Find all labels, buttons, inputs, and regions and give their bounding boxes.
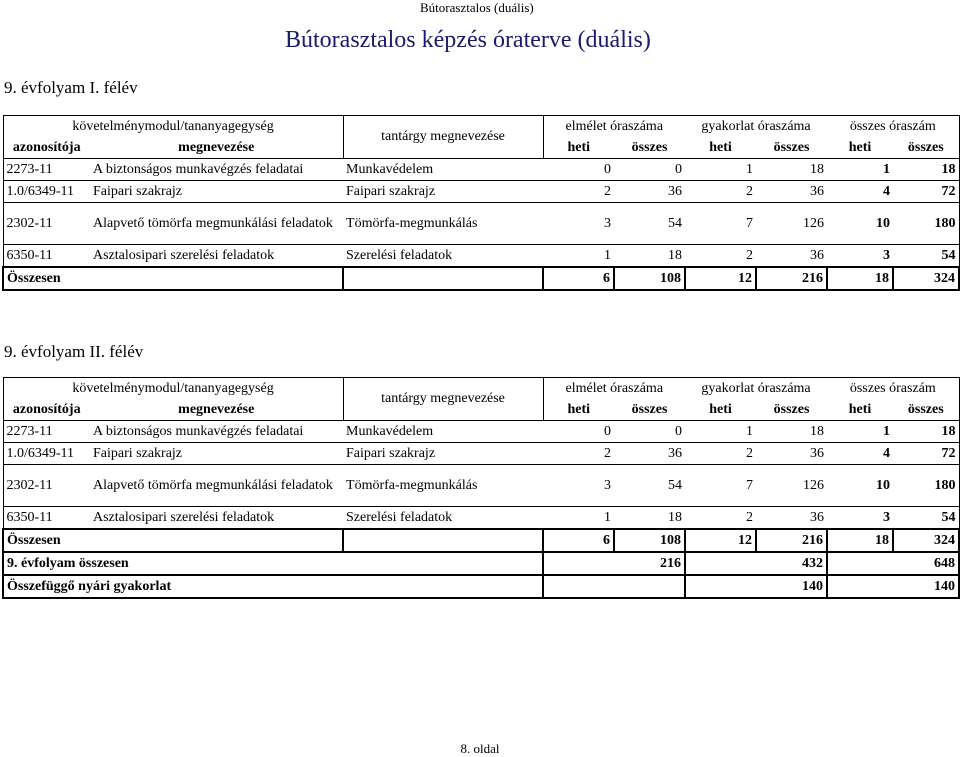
row-module: Alapvető tömörfa megmunkálási feladatok [93, 477, 333, 493]
header-name: megnevezése [178, 139, 255, 155]
row-practice-weekly: 7 [746, 477, 754, 493]
header-theory-total: összes [631, 139, 668, 155]
row-theory-total: 54 [668, 477, 683, 493]
header-practice: gyakorlat óraszáma [685, 116, 827, 138]
row-subject: Szerelési feladatok [346, 247, 453, 263]
row-theory-total: 18 [668, 247, 683, 263]
row-module: A biztonságos munkavégzés feladatai [93, 161, 304, 177]
row-practice-weekly: 7 [746, 215, 754, 231]
total-all-weekly: 18 [827, 529, 893, 552]
row-theory-total: 0 [675, 161, 683, 177]
row-subject: Szerelési feladatok [346, 509, 453, 525]
row-subject: Faipari szakrajz [346, 183, 436, 199]
row-practice-total: 18 [810, 161, 825, 177]
summer-practice-row [3, 575, 959, 598]
page-number: 8. oldal [460, 741, 500, 756]
row-theory-weekly: 1 [604, 509, 612, 525]
row-all-total: 72 [893, 443, 959, 465]
year-total-theory: 216 [543, 552, 685, 575]
total-row [3, 267, 959, 290]
row-module: Faipari szakrajz [93, 183, 183, 199]
total-label: Összesen [3, 529, 343, 552]
header-module: követelménymodul/tananyagegység [3, 378, 343, 400]
total-practice-total: 216 [756, 267, 827, 290]
table-row [3, 421, 959, 443]
header-total-hours: összes óraszám [827, 378, 959, 400]
header-total-hours: összes óraszám [827, 116, 959, 138]
row-theory-total: 18 [668, 509, 683, 525]
row-module: Alapvető tömörfa megmunkálási feladatok [93, 215, 333, 231]
row-theory-weekly: 0 [604, 423, 612, 439]
header-practice-total: összes [773, 139, 810, 155]
row-module: Asztalosipari szerelési feladatok [93, 509, 275, 525]
table-row [3, 507, 959, 530]
row-all-total: 180 [893, 465, 959, 507]
year-total-all: 648 [827, 552, 959, 575]
table-row [3, 245, 959, 268]
row-practice-weekly: 2 [746, 183, 754, 199]
header-all-total: összes [893, 399, 959, 421]
row-all-weekly: 4 [883, 183, 891, 199]
table-row [3, 465, 959, 507]
year-total-label: 9. évfolyam összesen [3, 552, 543, 575]
year-total-row [3, 552, 959, 575]
row-subject: Faipari szakrajz [346, 445, 436, 461]
year-total-practice: 432 [685, 552, 827, 575]
page-title: Bútorasztalos képzés óraterve (duális) [285, 27, 651, 53]
header-theory-weekly: heti [567, 401, 591, 417]
header-subject: tantárgy megnevezése [343, 378, 543, 421]
row-subject: Munkavédelem [346, 423, 434, 439]
row-id: 6350-11 [3, 507, 90, 530]
total-practice-weekly: 12 [685, 267, 756, 290]
row-all-weekly: 1 [883, 423, 891, 439]
total-practice-total: 216 [756, 529, 827, 552]
total-theory-total: 108 [614, 529, 685, 552]
header-theory-weekly: heti [567, 139, 591, 155]
row-practice-total: 36 [810, 247, 825, 263]
total-row [3, 529, 959, 552]
row-theory-weekly: 2 [604, 445, 612, 461]
row-theory-weekly: 1 [604, 247, 612, 263]
row-practice-weekly: 2 [746, 509, 754, 525]
total-theory-weekly: 6 [543, 529, 614, 552]
header-subject: tantárgy megnevezése [343, 116, 543, 159]
summer-practice-label: Összefüggő nyári gyakorlat [3, 575, 543, 598]
total-all-total: 324 [893, 529, 959, 552]
semester-1-table [2, 115, 960, 291]
row-theory-weekly: 0 [604, 161, 612, 177]
row-all-weekly: 10 [876, 477, 891, 493]
row-all-total: 72 [893, 181, 959, 203]
row-all-total: 18 [893, 421, 959, 443]
header-all-weekly: heti [848, 139, 872, 155]
row-practice-total: 36 [810, 183, 825, 199]
row-practice-weekly: 2 [746, 445, 754, 461]
row-subject: Munkavédelem [346, 161, 434, 177]
row-module: Asztalosipari szerelési feladatok [93, 247, 275, 263]
row-all-total: 18 [893, 159, 959, 181]
running-header: Bútorasztalos (duális) [420, 0, 534, 15]
header-practice-total: összes [773, 401, 810, 417]
table-row [3, 443, 959, 465]
header-theory: elmélet óraszáma [543, 378, 685, 400]
row-practice-total: 18 [810, 423, 825, 439]
header-practice: gyakorlat óraszáma [685, 378, 827, 400]
semester-2-title: 9. évfolyam II. félév [4, 342, 144, 361]
semester-2-table [2, 377, 960, 599]
total-label: Összesen [3, 267, 343, 290]
row-practice-total: 36 [810, 509, 825, 525]
row-theory-total: 0 [675, 423, 683, 439]
header-name: megnevezése [178, 401, 255, 417]
row-theory-weekly: 2 [604, 183, 612, 199]
row-practice-weekly: 2 [746, 247, 754, 263]
row-id: 1.0/6349-11 [3, 181, 90, 203]
row-all-total: 180 [893, 203, 959, 245]
row-theory-total: 54 [668, 215, 683, 231]
table-row [3, 181, 959, 203]
row-practice-total: 126 [803, 215, 825, 231]
row-practice-total: 126 [803, 477, 825, 493]
total-all-weekly: 18 [827, 267, 893, 290]
header-practice-weekly: heti [709, 139, 732, 155]
row-all-weekly: 1 [883, 161, 891, 177]
total-practice-weekly: 12 [685, 529, 756, 552]
header-id: azonosítója [3, 137, 90, 159]
semester-1-title: 9. évfolyam I. félév [4, 78, 138, 97]
row-module: A biztonságos munkavégzés feladatai [93, 423, 304, 439]
row-all-weekly: 10 [876, 215, 891, 231]
row-theory-weekly: 3 [604, 215, 612, 231]
header-practice-weekly: heti [709, 401, 732, 417]
row-all-total: 54 [893, 507, 959, 530]
row-practice-weekly: 1 [746, 161, 754, 177]
row-id: 2273-11 [3, 159, 90, 181]
header-all-weekly: heti [848, 401, 872, 417]
header-id: azonosítója [3, 399, 90, 421]
row-theory-total: 36 [668, 445, 683, 461]
header-all-total: összes [893, 137, 959, 159]
row-module: Faipari szakrajz [93, 445, 183, 461]
total-theory-total: 108 [614, 267, 685, 290]
header-theory-total: összes [631, 401, 668, 417]
row-subject: Tömörfa-megmunkálás [346, 477, 478, 493]
row-id: 2302-11 [3, 465, 90, 507]
row-id: 2302-11 [3, 203, 90, 245]
row-subject: Tömörfa-megmunkálás [346, 215, 478, 231]
row-id: 6350-11 [3, 245, 90, 268]
header-theory: elmélet óraszáma [543, 116, 685, 138]
table-row [3, 159, 959, 181]
header-module: követelménymodul/tananyagegység [3, 116, 343, 138]
row-practice-total: 36 [810, 445, 825, 461]
row-all-weekly: 3 [883, 509, 891, 525]
total-all-total: 324 [893, 267, 959, 290]
row-id: 2273-11 [3, 421, 90, 443]
row-all-total: 54 [893, 245, 959, 268]
summer-total-hours: 140 [827, 575, 959, 598]
summer-practice-hours: 140 [685, 575, 827, 598]
row-theory-weekly: 3 [604, 477, 612, 493]
row-all-weekly: 3 [883, 247, 891, 263]
row-id: 1.0/6349-11 [3, 443, 90, 465]
row-practice-weekly: 1 [746, 423, 754, 439]
table-row [3, 203, 959, 245]
row-theory-total: 36 [668, 183, 683, 199]
total-theory-weekly: 6 [543, 267, 614, 290]
row-all-weekly: 4 [883, 445, 891, 461]
